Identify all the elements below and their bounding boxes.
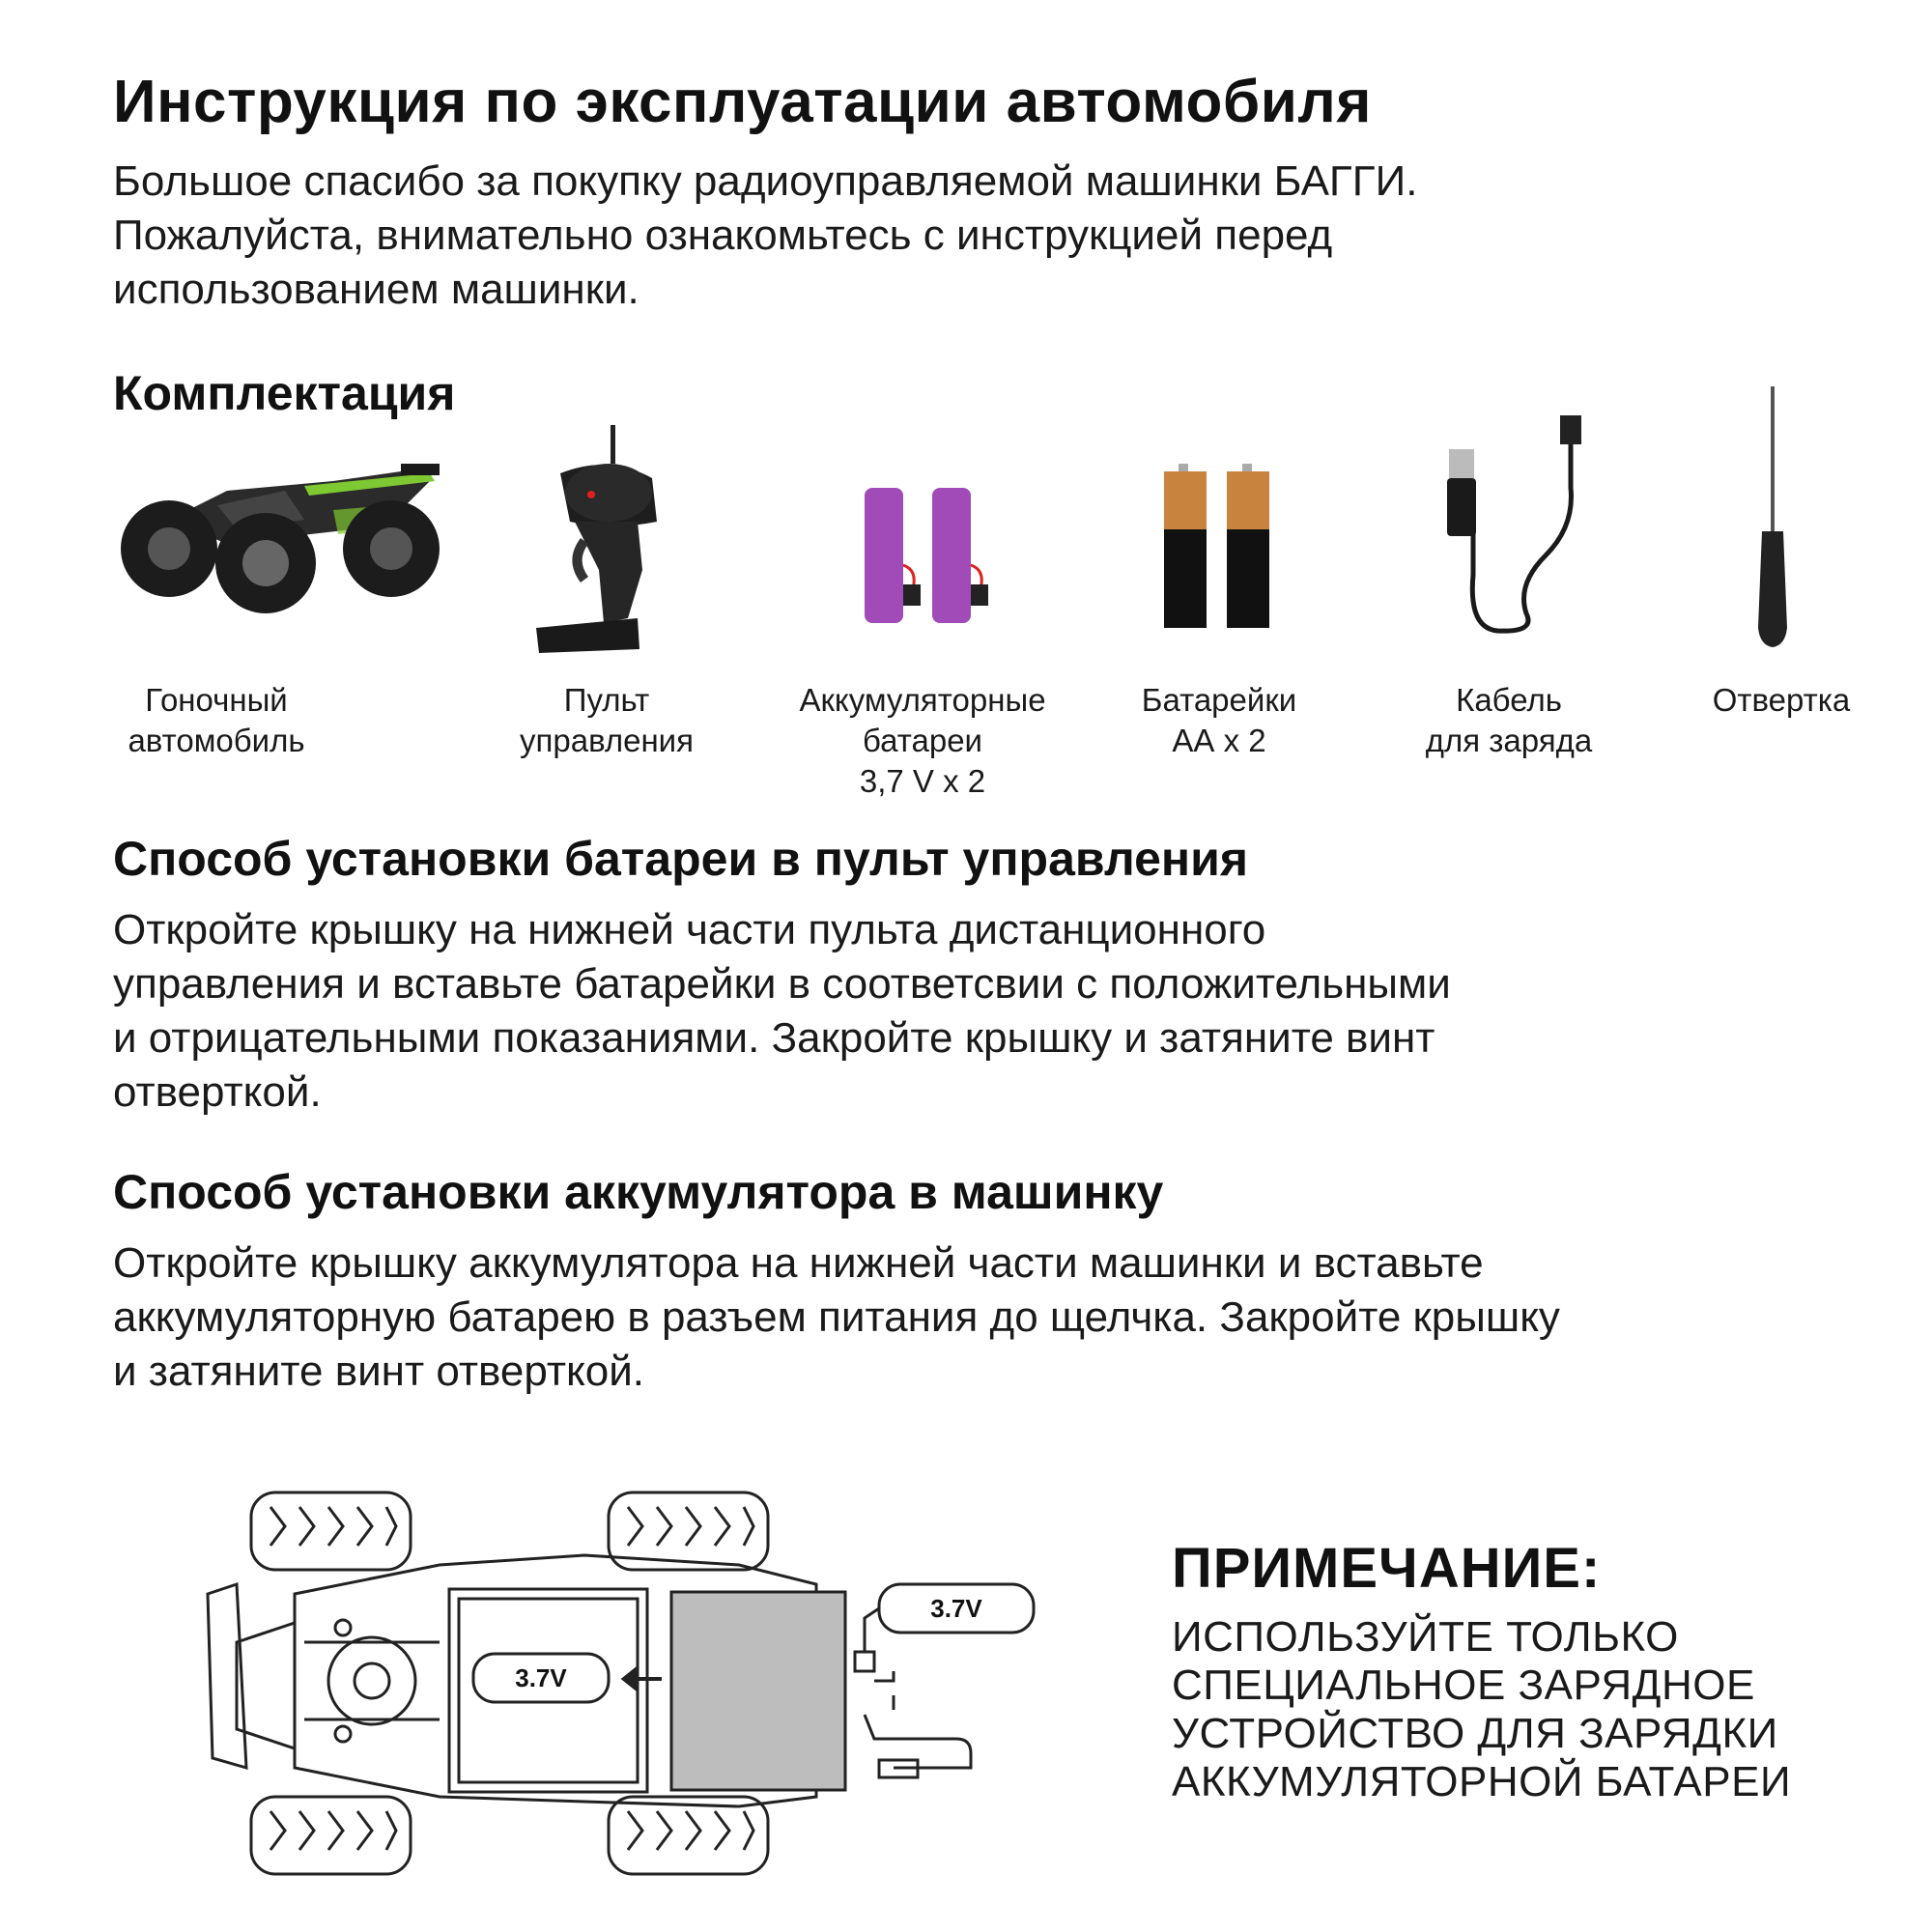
note-title: ПРИМЕЧАНИЕ:	[1172, 1537, 1602, 1600]
car-section-text: Откройте крышку аккумулятора на нижней части машинки и вставьте аккумуляторную батарею в разъем питания до щелчка. Закройте крышку и затяните винт отверткой.	[113, 1239, 1560, 1395]
remote-section-heading: Способ установки батареи в пульт управления	[113, 832, 1248, 886]
aa-battery-image	[1159, 464, 1285, 633]
wheel	[251, 1797, 411, 1874]
page-title: Инструкция по эксплуатации автомобиля	[113, 69, 1372, 135]
buggy-car-image	[111, 452, 459, 616]
wheel	[251, 1492, 411, 1570]
kit-item-label: Гоночный автомобиль	[128, 682, 305, 758]
usb-cable-image	[1439, 411, 1604, 638]
car-section-heading: Способ установки аккумулятора в машинку	[113, 1165, 1164, 1219]
note-text: ИСПОЛЬЗУЙТЕ ТОЛЬКО СПЕЦИАЛЬНОЕ ЗАРЯДНОЕ УСТРОЙСТВО ДЛЯ ЗАРЯДКИ АККУМУЛЯТОРНОЙ БАТАРЕИ	[1172, 1613, 1792, 1805]
kit-item-label: Отвертка	[1712, 682, 1851, 718]
wheel	[609, 1797, 768, 1874]
li-ion-battery-image	[855, 483, 1009, 633]
kit-item-label: Пульт управления	[520, 682, 694, 758]
remote-section-text: Откройте крышку на нижней части пульта дистанционного управления и вставьте батарейки в соответсвии с положительными и отрицательными показаниями. Закройте крышку и затяните винт отверткой.	[113, 906, 1451, 1116]
remote-control-image	[531, 425, 676, 657]
kit-item-label: Аккумуляторные батареи 3,7 V x 2	[799, 682, 1046, 799]
kit-item-label: Кабель для заряда	[1425, 682, 1593, 758]
battery-label-outside: 3.7V	[930, 1594, 982, 1623]
screwdriver-image	[1748, 386, 1797, 657]
kit-item-label: Батарейки АА x 2	[1141, 682, 1297, 758]
kit-heading: Комплектация	[113, 366, 456, 420]
battery-label-inside: 3.7V	[515, 1663, 567, 1692]
intro-text: Большое спасибо за покупку радиоуправляемой машинки БАГГИ. Пожалуйста, внимательно ознакомьтесь с инструкцией перед использованием машинки.	[113, 157, 1418, 313]
battery-installation-diagram	[198, 1449, 1048, 1913]
